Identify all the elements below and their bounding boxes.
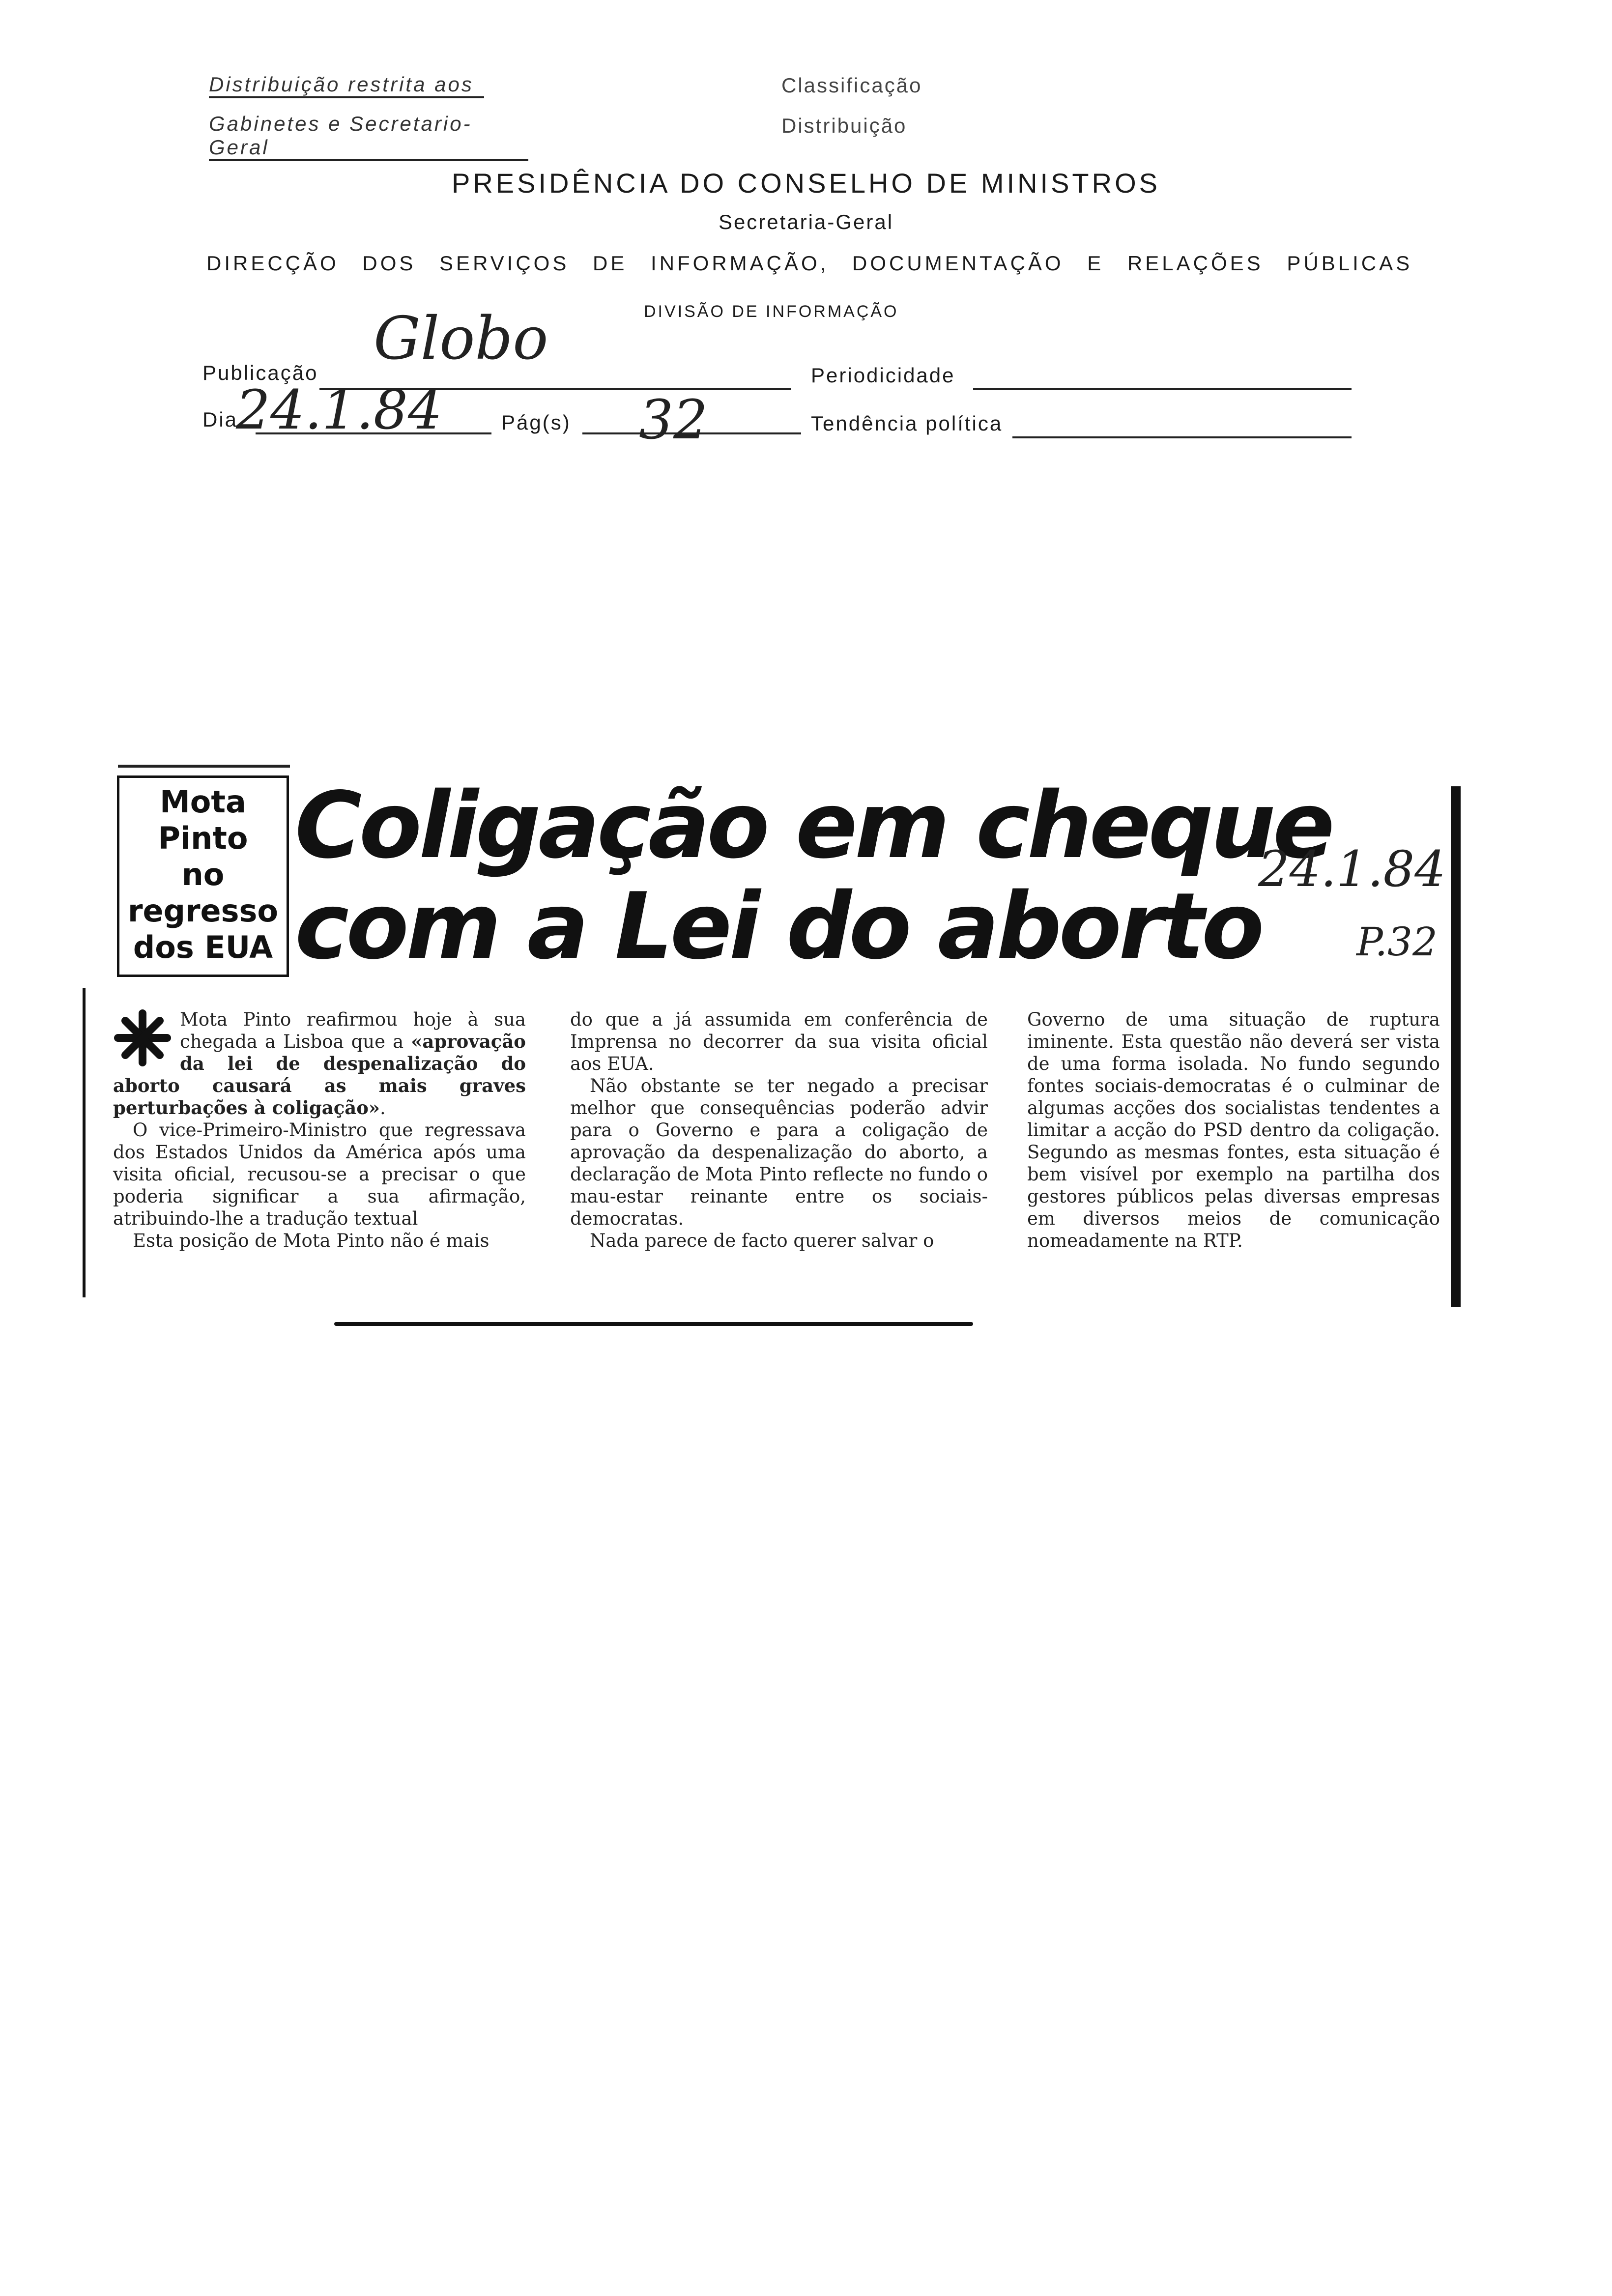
sidebar-line-3: no: [181, 857, 225, 892]
clip-left-bar: [83, 988, 86, 1297]
pages-label: Pág(s): [501, 411, 571, 434]
col1-paragraph-3: Esta posição de Mota Pinto não é mais: [133, 1230, 489, 1251]
political-label: Tendência política: [811, 412, 1003, 435]
political-line: [1012, 436, 1352, 438]
distribution-label: Distribuição: [781, 114, 907, 137]
classification-label: Classificação: [781, 74, 922, 97]
col1-paragraph-2: O vice-Primeiro-Ministro que regressava dos Estados Unidos da América após uma visita oficial, recusou-se a precisar o que poderia significar a sua afirmação, atribuindo-lhe a tradução textual: [113, 1119, 526, 1229]
clip-bottom-rule: [334, 1322, 973, 1326]
day-label: Dia: [202, 408, 238, 431]
clip-right-bar: [1451, 786, 1461, 1307]
col2-paragraph-1: do que a já assumida em conferência de Imprensa no decorrer da sua visita oficial aos EUA.: [570, 1009, 988, 1074]
periodicity-label: Periodicidade: [811, 364, 955, 387]
publication-label: Publicação: [202, 361, 318, 384]
office-title: PRESIDÊNCIA DO CONSELHO DE MINISTROS: [452, 168, 1160, 199]
day-line: [256, 432, 491, 434]
handwritten-date-note: 24.1.84: [1258, 840, 1446, 898]
col1-quote: «aprovação da lei de despenalização do aborto causará as mais graves perturbações à coligação»: [113, 1031, 526, 1119]
col2-paragraph-3: Nada parece de facto querer salvar o: [590, 1230, 934, 1251]
distribution-note-line2: Gabinetes e Secretario-Geral: [209, 112, 528, 161]
sidebar-box: [117, 775, 289, 977]
division: DIVISÃO DE INFORMAÇÃO: [644, 302, 899, 321]
headline-line-2: com a Lei do aborto: [295, 873, 1262, 979]
publication-handwritten: Globo: [374, 305, 548, 373]
sidebar-line-1: Mota: [160, 784, 246, 820]
pages-handwritten: 32: [639, 388, 708, 451]
sidebar-line-5: dos EUA: [133, 929, 273, 965]
col3-paragraph-1: Governo de uma situação de ruptura iminente. Esta questão não deverá ser vista de uma forma isolada. No fundo segundo fontes sociais-democratas é o culminar de algumas acções dos socialistas tendentes a limitar a acção do PSD dentro da coligação. Segundo as mesmas fontes, esta situação é bem visível por exemplo na partilha dos gestores públicos pelas diversas empresas em diversos meios de comunicação nomeadamente na RTP.: [1027, 1009, 1440, 1251]
clip-top-rule: [118, 765, 290, 768]
col1-lead: Mota Pinto reafirmou hoje à sua chegada a Lisboa que a: [180, 1009, 526, 1052]
article-column-3: [1027, 1008, 1440, 1252]
headline-line-1: Coligação em cheque: [295, 772, 1332, 879]
sidebar-line-2: Pinto: [158, 820, 248, 856]
article-column-2: [570, 1008, 988, 1252]
day-handwritten: 24.1.84: [236, 378, 442, 441]
col1-quote-end: .: [380, 1097, 386, 1119]
col2-paragraph-2: Não obstante se ter negado a precisar melhor que consequências poderão advir para o Governo e para a coligação de aprovação da despenalização do aborto, a declaração de Mota Pinto reflecte no fundo o mau-estar reinante entre os sociais-democratas.: [570, 1075, 988, 1229]
office-subtitle: Secretaria-Geral: [718, 210, 894, 233]
sidebar-line-4: regresso: [127, 893, 279, 929]
distribution-note-line1: Distribuição restrita aos: [209, 73, 484, 98]
handwritten-page-note: P.32: [1356, 919, 1438, 965]
asterisk-icon: [113, 1008, 172, 1067]
periodicity-line: [973, 388, 1352, 390]
article-column-1: [113, 1008, 526, 1252]
directorate: DIRECÇÃO DOS SERVIÇOS DE INFORMAÇÃO, DOCUMENTAÇÃO E RELAÇÕES PÚBLICAS: [206, 252, 1413, 275]
